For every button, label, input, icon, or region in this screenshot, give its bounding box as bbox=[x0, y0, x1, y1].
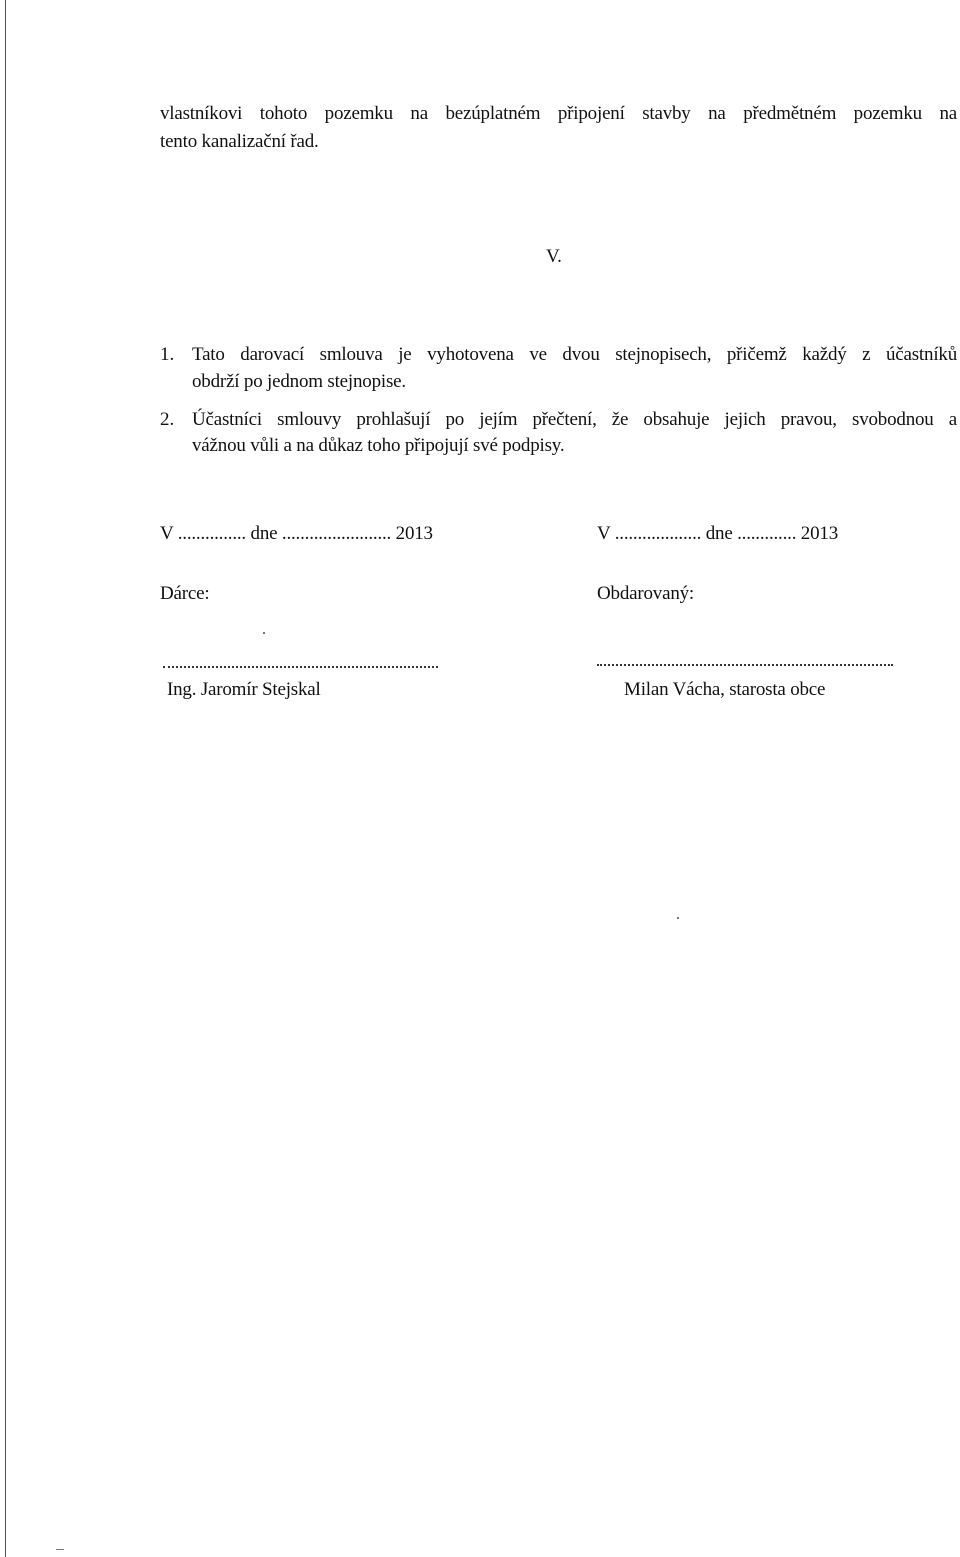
page-edge-line bbox=[5, 0, 6, 1557]
scan-speck bbox=[56, 1549, 64, 1550]
recipient-signature-line bbox=[597, 664, 893, 666]
scan-speck bbox=[263, 632, 265, 634]
section-heading: V. bbox=[546, 246, 562, 267]
scan-speck bbox=[677, 917, 679, 919]
continuation-line-1: vlastníkovi tohoto pozemku na bezúplatném připojení stavby na předmětném pozemku na bbox=[160, 103, 957, 124]
clause-2-line-2: vážnou vůli a na důkaz toho připojují své podpisy. bbox=[192, 435, 565, 456]
recipient-label: Obdarovaný: bbox=[597, 583, 694, 604]
right-place-date-line: V ................... dne ............. 2013 bbox=[597, 523, 839, 544]
donor-signature-line bbox=[163, 666, 438, 668]
recipient-name: Milan Vácha, starosta obce bbox=[624, 679, 826, 700]
continuation-line-2: tento kanalizační řad. bbox=[160, 131, 319, 152]
clause-number-2: 2. bbox=[160, 409, 175, 430]
donor-name: Ing. Jaromír Stejskal bbox=[167, 679, 321, 700]
clause-1-line-2: obdrží po jednom stejnopise. bbox=[192, 371, 406, 392]
clause-2-line-1: Účastníci smlouvy prohlašují po jejím přečtení, že obsahuje jejich pravou, svobodnou a bbox=[192, 409, 957, 430]
donor-label: Dárce: bbox=[160, 583, 210, 604]
left-place-date-line: V ............... dne ........................ 2013 bbox=[160, 523, 433, 544]
clause-number-1: 1. bbox=[160, 344, 175, 365]
clause-1-line-1: Tato darovací smlouva je vyhotovena ve dvou stejnopisech, přičemž každý z účastníků bbox=[192, 344, 957, 365]
